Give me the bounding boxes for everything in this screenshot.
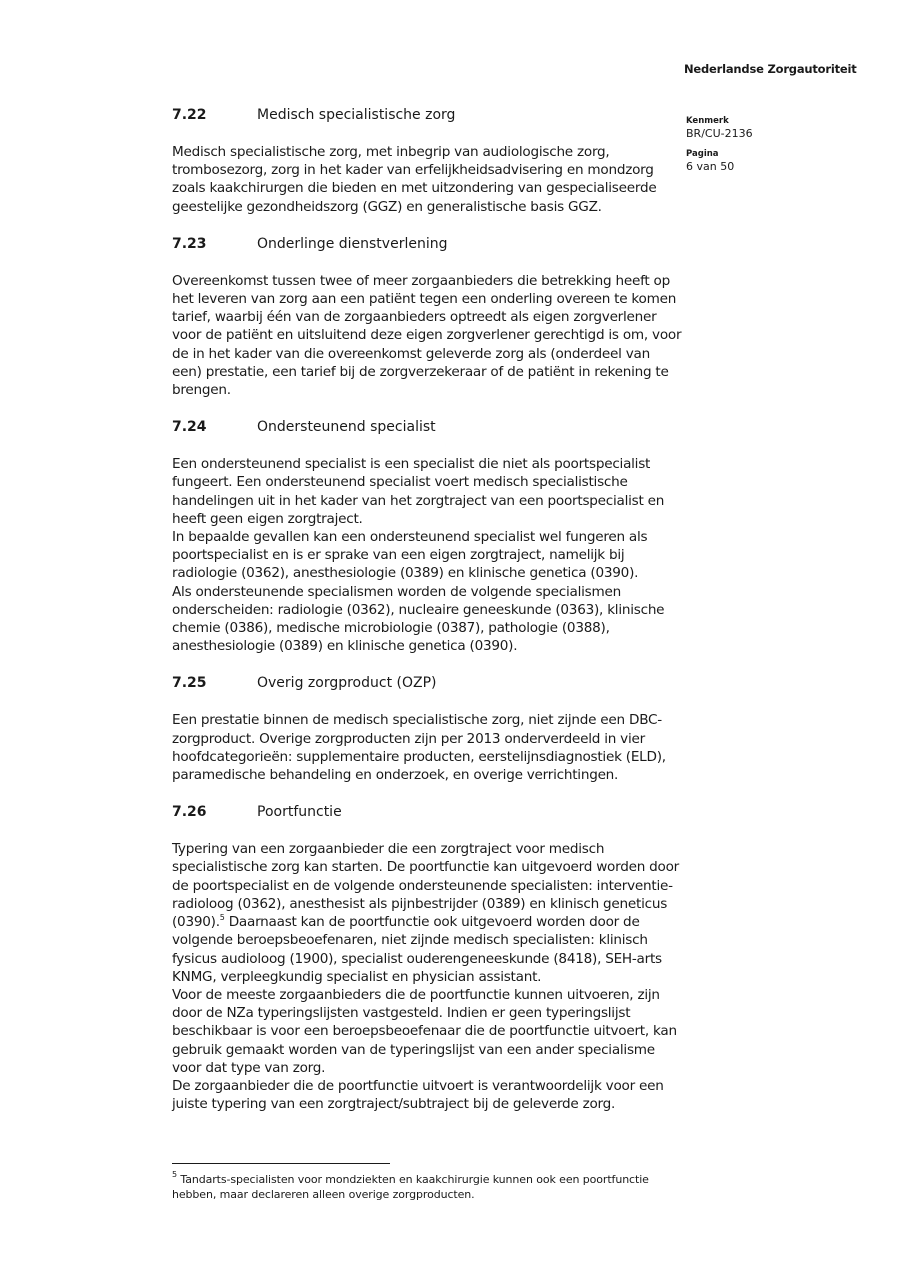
section-body [172, 272, 682, 399]
organization-name: Nederlandse Zorgautoriteit [684, 62, 857, 76]
pagina-label: Pagina [686, 149, 719, 159]
section-number: 7.22 [172, 107, 207, 123]
paragraph: Voor de meeste zorgaanbieders die de poortfunctie kunnen uitvoeren, zijn door de NZa typeringslijsten vastgesteld. Indien er geen typeringslijst beschikbaar is voor een beroepsbeoefenaar die de poortfunctie uitvoert, kan gebruik gemaakt worden van de typeringslijst van een ander specialisme voor dat type van zorg. [172, 986, 677, 1076]
footnote [172, 1172, 692, 1202]
paragraph: Een prestatie binnen de medisch specialistische zorg, niet zijnde een DBC-zorgproduct. Overige zorgproducten zijn per 2013 onderverdeeld in vier hoofdcategorieën: supplementaire producten, eerstelijnsdiagnostiek (ELD), paramedische behandeling en onderzoek, en overige verrichtingen. [172, 712, 666, 784]
section-body [172, 711, 682, 784]
paragraph: Medisch specialistische zorg, met inbegrip van audiologische zorg, trombosezorg, zorg in het kader van erfelijkheidsadvisering en mondzorg zoals kaakchirurgen die bieden en met uitzondering van gespecialiseerde geestelijke gezondheidszorg (GGZ) en generalistische basis GGZ. [172, 144, 657, 215]
section-heading [172, 235, 682, 253]
paragraph-text: Daarnaast kan de poortfunctie ook uitgevoerd worden door de volgende beroepsbeoefenaren, niet zijnde medisch specialisten: klinisch fysicus audioloog (1900), specialist ouderengeneeskunde (8418), SEH-arts KNMG, verpleegkundig specialist en physician assistant. [172, 914, 662, 985]
section-number: 7.24 [172, 419, 207, 436]
section-number: 7.26 [172, 804, 207, 821]
section-title: Poortfunctie [257, 804, 342, 821]
section-heading [172, 106, 682, 124]
section-number: 7.23 [172, 235, 207, 252]
paragraph-text: Typering van een zorgaanbieder die een zorgtraject voor medisch specialistische zorg kan starten. De poortfunctie kan uitgevoerd worden door de poortspecialist en de volgende ondersteunende specialisten: interventie-radioloog (0362), anesthesist als pijnbestrijder (0389) en klinisch geneticus (0390). [172, 841, 680, 931]
footnote-number: 5 [172, 1170, 177, 1179]
section-body [172, 143, 682, 216]
section-body [172, 455, 682, 655]
paragraph: Overeenkomst tussen twee of meer zorgaanbieders die betrekking heeft op het leveren van zorg aan een patiënt tegen een onderling overeen te komen tarief, waarbij één van de zorgaanbieders optreedt als eigen zorgverlener voor de patiënt en uitsluitend deze eigen zorgverlener gerechtigd is om, voor de in het kader van die overeenkomst geleverde zorg als (onderdeel van een) prestatie, een tarief bij de zorgverzekeraar of de patiënt in rekening te brengen. [172, 272, 682, 399]
footnote-divider [172, 1163, 390, 1164]
section-title: Medisch specialistische zorg [257, 107, 456, 123]
section-title: Ondersteunend specialist [257, 419, 436, 436]
kenmerk-value: BR/CU-2136 [686, 127, 753, 140]
paragraph: In bepaalde gevallen kan een ondersteunend specialist wel fungeren als poortspecialist en is er sprake van een eigen zorgtraject, namelijk bij radiologie (0362), anesthesiologie (0389) en klinische genetica (0390). [172, 529, 648, 582]
section-heading [172, 803, 682, 821]
section-number: 7.25 [172, 675, 207, 692]
document-meta [686, 116, 753, 174]
main-content [172, 106, 682, 1132]
paragraph [172, 840, 682, 986]
section-heading [172, 674, 682, 692]
footnote-text: Tandarts-specialisten voor mondziekten en kaakchirurgie kunnen ook een poortfunctie hebben, maar declareren alleen overige zorgproducten. [172, 1173, 649, 1201]
section-body [172, 840, 682, 1113]
paragraph: Als ondersteunende specialismen worden de volgende specialismen onderscheiden: radiologie (0362), nucleaire geneeskunde (0363), klinische chemie (0386), medische microbiologie (0387), pathologie (0388), anesthesiologie (0389) en klinische genetica (0390). [172, 583, 665, 655]
kenmerk-label: Kenmerk [686, 116, 729, 126]
footnote-reference[interactable]: 5 [219, 913, 225, 923]
paragraph: Een ondersteunend specialist is een specialist die niet als poortspecialist fungeert. Een ondersteunend specialist voert medisch specialistische handelingen uit in het kader van het zorgtraject van een poortspecialist en heeft geen eigen zorgtraject. [172, 456, 665, 527]
pagina-value: 6 van 50 [686, 160, 735, 173]
section-heading [172, 418, 682, 436]
paragraph: De zorgaanbieder die de poortfunctie uitvoert is verantwoordelijk voor een juiste typering van een zorgtraject/subtraject bij de geleverde zorg. [172, 1077, 664, 1113]
section-title: Overig zorgproduct (OZP) [257, 675, 437, 692]
section-title: Onderlinge dienstverlening [257, 235, 448, 252]
